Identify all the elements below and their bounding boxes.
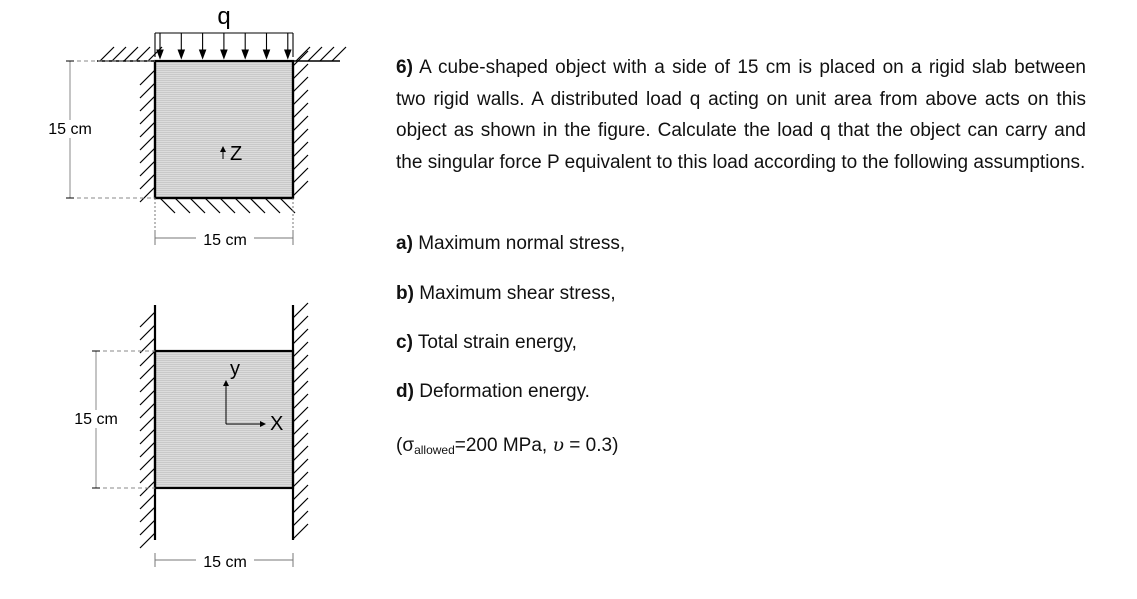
part-d-text: Deformation energy.: [419, 381, 590, 402]
part-c-label: c): [396, 332, 413, 353]
part-b-text: Maximum shear stress,: [419, 283, 616, 304]
given-open-paren: (: [396, 435, 403, 456]
part-a-label: a): [396, 233, 413, 254]
top-view: [40, 3, 346, 249]
part-d: [396, 380, 590, 404]
part-b: [396, 282, 616, 306]
statement-text: A cube-shaped object with a side of 15 cm is placed on a rigid slab between two rigid walls. A distributed load q acting on unit area from above acts on this object as shown in the figure. Calculate the load q that the object can carry and the singular force P equivalent to this load according to the following assumptions.: [396, 57, 1087, 174]
width-dim-label-top: 15 cm: [203, 232, 247, 249]
cube-block-side: [155, 61, 293, 198]
problem-figure: [0, 0, 380, 599]
axis-x-label: X: [270, 413, 284, 435]
width-dim-label-bottom: 15 cm: [203, 554, 247, 571]
problem-statement: [396, 52, 1086, 179]
height-dim-label-top: 15 cm: [48, 121, 92, 138]
sigma-value: =200 MPa,: [454, 435, 553, 456]
bottom-view: [66, 303, 308, 571]
axis-y-label: y: [230, 358, 240, 380]
problem-number: 6): [396, 57, 413, 78]
part-b-label: b): [396, 283, 414, 304]
poisson-value: = 0.3): [564, 435, 619, 456]
height-dim-label-bottom: 15 cm: [74, 411, 118, 428]
sigma-subscript: allowed: [414, 443, 455, 457]
given-values: [396, 433, 618, 462]
problem-text: [396, 52, 1087, 457]
load-q-label: q: [217, 3, 231, 30]
part-c-text: Total strain energy,: [417, 332, 577, 353]
part-a-text: Maximum normal stress,: [418, 233, 626, 254]
sigma-symbol: σ: [402, 435, 415, 456]
axis-z-label: Z: [230, 143, 243, 165]
distributed-load-arrows: [155, 33, 293, 58]
part-a: [396, 232, 625, 256]
part-d-label: d): [396, 381, 414, 402]
part-c: [396, 331, 577, 355]
poisson-symbol: υ: [552, 434, 565, 456]
